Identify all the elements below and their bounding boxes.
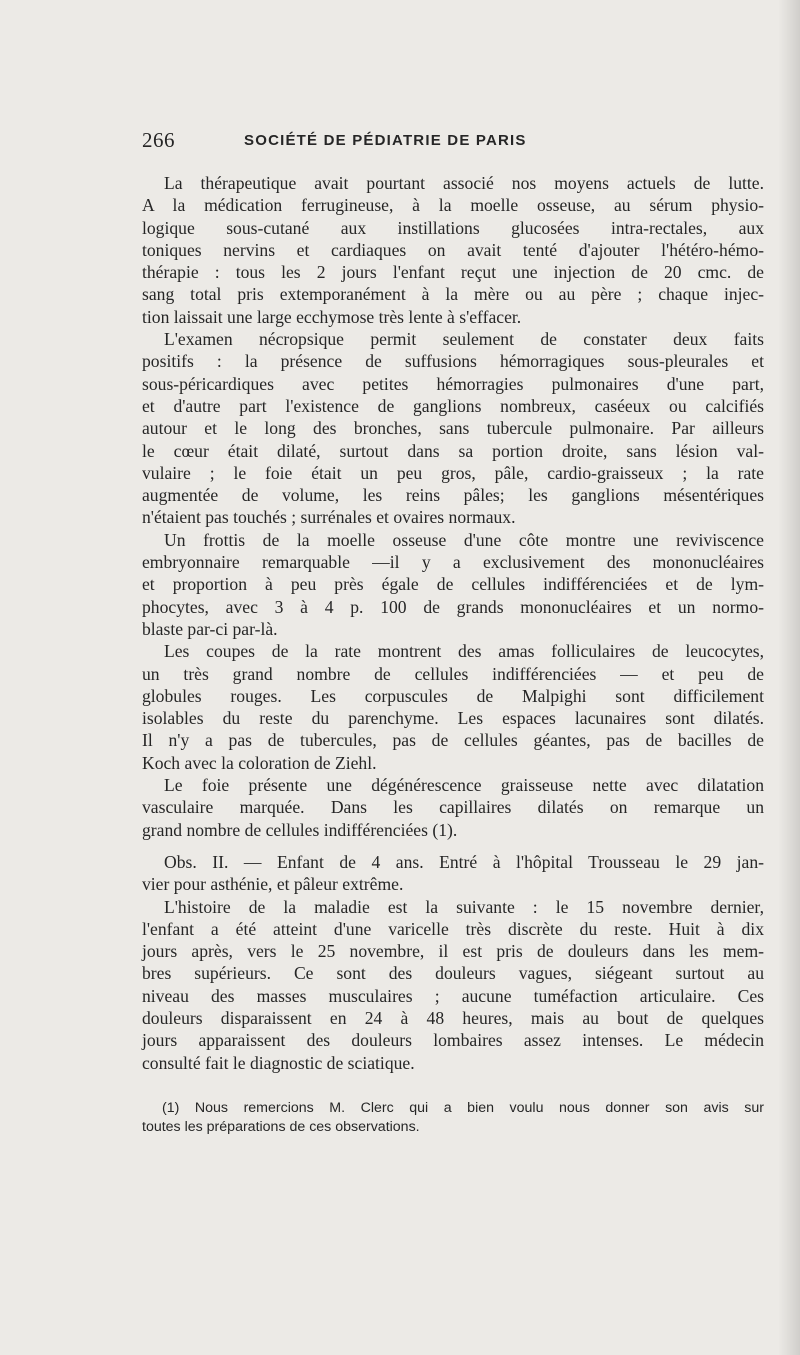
text-line: et d'autre part l'existence de ganglions nombreux, caséeux ou calcifiés bbox=[142, 395, 764, 416]
page-gutter-shadow bbox=[778, 0, 800, 1355]
text-line: grand nombre de cellules indifférenciées (1). bbox=[142, 819, 458, 840]
body-text bbox=[142, 172, 764, 1074]
text-line: jours après, vers le 25 novembre, il est pris de douleurs dans les mem- bbox=[142, 941, 764, 962]
text-line: L'examen nécropsique permit seulement de constater deux faits bbox=[164, 329, 764, 350]
text-line: consulté fait le diagnostic de sciatique. bbox=[142, 1052, 415, 1073]
text-line: autour et le long des bronches, sans tubercule pulmonaire. Par ailleurs bbox=[142, 418, 764, 439]
text-line: blaste par-ci par-là. bbox=[142, 618, 278, 639]
footnote-line: toutes les préparations de ces observations. bbox=[142, 1119, 420, 1135]
text-line: jours apparaissent des douleurs lombaires assez intenses. Le médecin bbox=[142, 1030, 764, 1051]
footnote-line: (1) Nous remercions M. Clerc qui a bien voulu nous donner son avis sur bbox=[162, 1100, 764, 1116]
text-line: phocytes, avec 3 à 4 p. 100 de grands mononucléaires et un normo- bbox=[142, 596, 764, 617]
text-line: Il n'y a pas de tubercules, pas de cellules géantes, pas de bacilles de bbox=[142, 730, 764, 751]
text-line: bres supérieurs. Ce sont des douleurs vagues, siégeant surtout au bbox=[142, 963, 764, 984]
text-line: augmentée de volume, les reins pâles; les ganglions mésentériques bbox=[142, 485, 764, 506]
text-line: le cœur était dilaté, surtout dans sa portion droite, sans lésion val- bbox=[142, 440, 764, 461]
text-line: vasculaire marquée. Dans les capillaires dilatés on remarque un bbox=[142, 797, 764, 818]
text-line: tion laissait une large ecchymose très lente à s'effacer. bbox=[142, 306, 522, 327]
text-line: logique sous-cutané aux instillations glucosées intra-rectales, aux bbox=[142, 217, 764, 238]
text-line: niveau des masses musculaires ; aucune tuméfaction articulaire. Ces bbox=[142, 985, 764, 1006]
running-title: SOCIÉTÉ DE PÉDIATRIE DE PARIS bbox=[244, 132, 527, 149]
text-line: Un frottis de la moelle osseuse d'une côte montre une reviviscence bbox=[164, 529, 764, 550]
page-header bbox=[142, 128, 724, 158]
text-line: embryonnaire remarquable —il y a exclusivement des mononucléaires bbox=[142, 552, 764, 573]
text-line: et proportion à peu près égale de cellules indifférenciées et de lym- bbox=[142, 574, 764, 595]
text-line: Le foie présente une dégénérescence graisseuse nette avec dilatation bbox=[164, 775, 764, 796]
page-number: 266 bbox=[142, 128, 175, 152]
text-line: toniques nervins et cardiaques on avait tenté d'ajouter l'hétéro-hémo- bbox=[142, 239, 764, 260]
text-line: Obs. II. — Enfant de 4 ans. Entré à l'hôpital Trousseau le 29 jan- bbox=[164, 851, 764, 872]
text-line: sous-péricardiques avec petites hémorragies pulmonaires d'une part, bbox=[142, 373, 764, 394]
text-line: isolables du reste du parenchyme. Les espaces lacunaires sont dilatés. bbox=[142, 708, 764, 729]
text-line: Koch avec la coloration de Ziehl. bbox=[142, 752, 377, 773]
text-line: vulaire ; le foie était un peu gros, pâle, cardio-graisseux ; la rate bbox=[142, 462, 764, 483]
footnote bbox=[142, 1099, 764, 1137]
text-line: vier pour asthénie, et pâleur extrême. bbox=[142, 874, 404, 895]
text-line: positifs : la présence de suffusions hémorragiques sous-pleurales et bbox=[142, 351, 764, 372]
text-line: A la médication ferrugineuse, à la moelle osseuse, au sérum physio- bbox=[142, 195, 764, 216]
text-line: La thérapeutique avait pourtant associé nos moyens actuels de lutte. bbox=[164, 173, 764, 193]
paragraph-gap bbox=[142, 841, 764, 851]
text-line: thérapie : tous les 2 jours l'enfant reçut une injection de 20 cmc. de bbox=[142, 262, 764, 283]
text-line: L'histoire de la maladie est la suivante : le 15 novembre dernier, bbox=[164, 896, 764, 917]
text-line: n'étaient pas touchés ; surrénales et ovaires normaux. bbox=[142, 507, 516, 528]
text-line: globules rouges. Les corpuscules de Malpighi sont difficilement bbox=[142, 685, 764, 706]
text-line: sang total pris extemporanément à la mère ou au père ; chaque injec- bbox=[142, 284, 764, 305]
text-line: Les coupes de la rate montrent des amas folliculaires de leucocytes, bbox=[164, 641, 764, 662]
text-line: douleurs disparaissent en 24 à 48 heures, mais au bout de quelques bbox=[142, 1007, 764, 1028]
text-line: l'enfant a été atteint d'une varicelle très discrète du reste. Huit à dix bbox=[142, 918, 764, 939]
text-line: un très grand nombre de cellules indifférenciées — et peu de bbox=[142, 663, 764, 684]
